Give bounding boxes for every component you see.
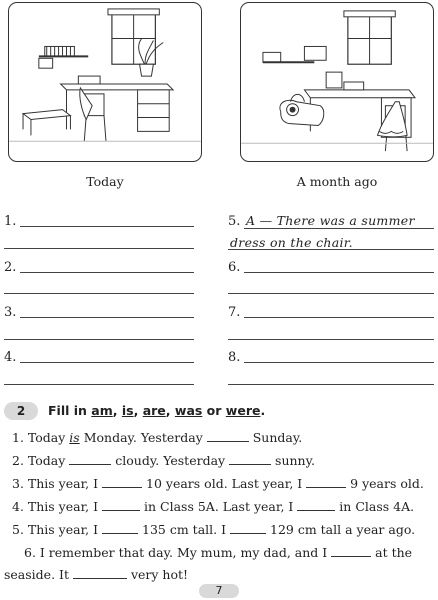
instruction-prefix: Fill in (48, 403, 92, 418)
sentence-text: Sunday. (248, 430, 303, 445)
answer-blank-continuation[interactable] (4, 293, 194, 294)
answer-line-4 (4, 346, 194, 368)
answer-line-6 (228, 256, 434, 278)
sentence-text: 1. Today (12, 430, 70, 445)
sentence-text: 6. I remember that day. My mum, my dad, and I (24, 545, 332, 560)
sentence-text: 2. Today (12, 453, 70, 468)
word-was: was (174, 403, 203, 418)
sentence-text: sunny. (271, 453, 315, 468)
picture-month-ago (240, 2, 434, 162)
answer-number: 2. (4, 260, 17, 275)
sentence-text: at the (371, 545, 413, 560)
sentence-text: very hot! (126, 567, 189, 582)
answer-blank-continuation[interactable] (228, 293, 434, 294)
exercise-number-badge: 2 (4, 402, 38, 420)
sentence-4 (12, 499, 414, 514)
sentence-text: cloudy. Yesterday (111, 453, 230, 468)
sentence-6-continued (4, 567, 188, 582)
sentence-text: 135 cm tall. I (138, 522, 231, 537)
answer-blank-continuation[interactable] (4, 248, 194, 249)
room-month-ago-illustration (241, 3, 433, 161)
answer-blank-continuation[interactable] (228, 384, 434, 385)
separator: , (133, 403, 143, 418)
sentence-text: Monday. Yesterday (79, 430, 207, 445)
word-is: is (121, 403, 134, 418)
answer-blank[interactable] (244, 317, 434, 318)
sentence-6 (24, 545, 412, 560)
answer-number: 4. (4, 350, 17, 365)
answer-blank-continuation[interactable] (228, 339, 434, 340)
example-answer-line2: dress on the chair. (230, 235, 353, 250)
separator: , (112, 403, 122, 418)
fill-blank[interactable] (69, 453, 111, 465)
sentence-text: 129 cm tall a year ago. (266, 522, 416, 537)
answer-blank[interactable] (20, 317, 194, 318)
fill-blank[interactable] (207, 430, 249, 442)
sentence-text: 5. This year, I (12, 522, 103, 537)
fill-blank[interactable] (73, 567, 127, 579)
room-today-illustration (9, 3, 201, 161)
word-am: am (91, 403, 113, 418)
fill-blank[interactable] (297, 499, 335, 511)
answer-number: 7. (228, 305, 241, 320)
sentence-2 (12, 453, 315, 468)
answer-line-2 (4, 256, 194, 278)
example-answer-line1: A — There was a summer (246, 213, 415, 228)
picture-today (8, 2, 202, 162)
example-underline (244, 228, 434, 229)
separator: . (260, 403, 266, 418)
fill-blank[interactable] (230, 522, 266, 534)
answer-line-1 (4, 210, 194, 232)
sentence-3 (12, 476, 424, 491)
fill-blank[interactable] (229, 453, 271, 465)
sentence-text: 4. This year, I (12, 499, 103, 514)
answer-blank[interactable] (20, 226, 194, 227)
exercise-instruction (48, 403, 265, 418)
word-are: are (142, 403, 166, 418)
answer-number: 5. (228, 214, 241, 229)
sentence-text: seaside. It (4, 567, 73, 582)
answer-line-8 (228, 346, 434, 368)
sentence-text: 3. This year, I (12, 476, 103, 491)
caption-month-ago: A month ago (296, 174, 378, 189)
answer-number: 8. (228, 350, 241, 365)
answer-number: 1. (4, 214, 17, 229)
sentence-text: in Class 5A. Last year, I (140, 499, 298, 514)
separator: or (202, 403, 226, 418)
sentence-5 (12, 522, 415, 537)
answer-line-3 (4, 301, 194, 323)
fill-blank[interactable] (102, 499, 140, 511)
answer-blank[interactable] (20, 272, 194, 273)
answer-blank[interactable] (244, 362, 434, 363)
answer-number: 6. (228, 260, 241, 275)
answer-blank[interactable] (20, 362, 194, 363)
example-underline (228, 249, 434, 250)
caption-today: Today (86, 174, 124, 189)
answer-blank[interactable] (244, 272, 434, 273)
answer-line-7 (228, 301, 434, 323)
fill-blank[interactable] (306, 476, 346, 488)
fill-blank[interactable] (102, 522, 138, 534)
page-number: 7 (199, 584, 239, 598)
fill-blank[interactable] (331, 545, 371, 557)
sentence-text: in Class 4A. (335, 499, 415, 514)
word-were: were (225, 403, 261, 418)
separator: , (165, 403, 175, 418)
answer-number: 3. (4, 305, 17, 320)
sentence-1 (12, 430, 302, 445)
fill-blank[interactable] (102, 476, 142, 488)
example-answer-is: is (69, 430, 80, 445)
answer-blank-continuation[interactable] (4, 339, 194, 340)
sentence-text: 10 years old. Last year, I (142, 476, 307, 491)
sentence-text: 9 years old. (346, 476, 424, 491)
answer-blank-continuation[interactable] (4, 384, 194, 385)
